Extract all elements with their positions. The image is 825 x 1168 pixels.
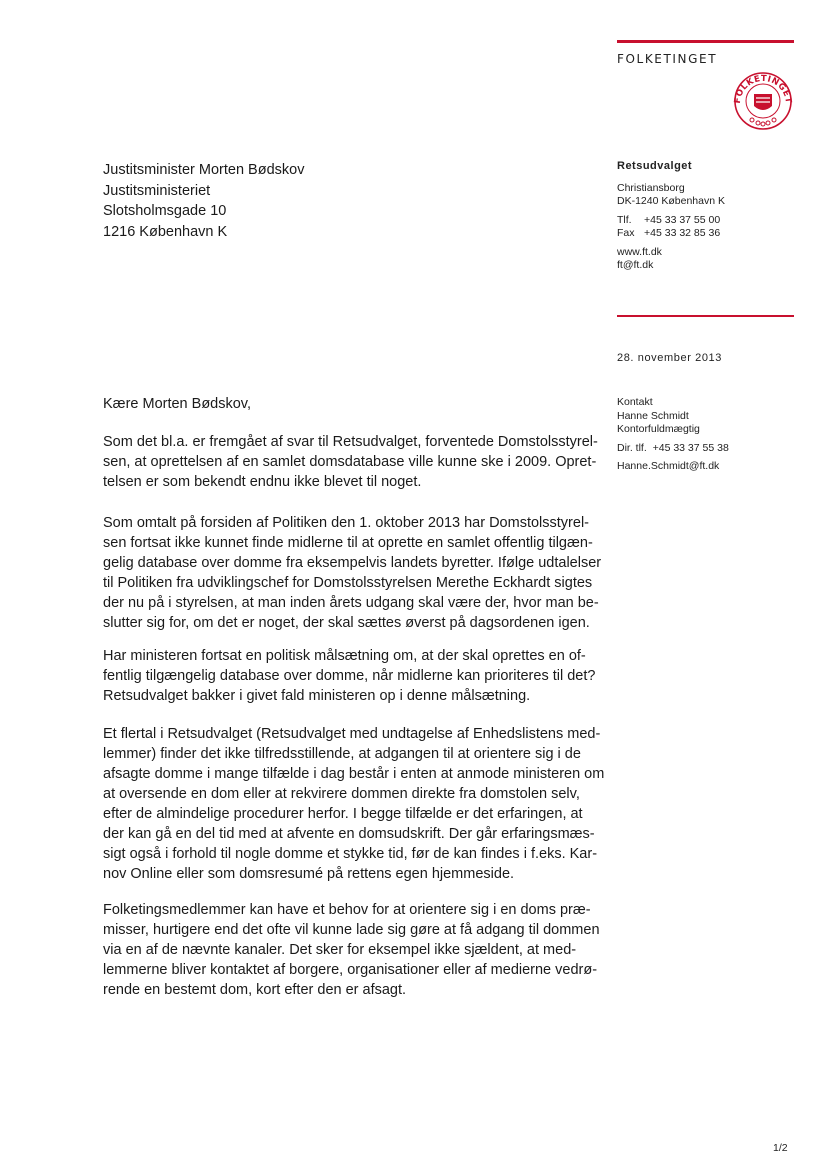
paragraph-2 — [103, 513, 603, 633]
paragraph-line: lemmer) finder det ikke tilfredsstillende, at adgangen til at orientere sig i de — [103, 746, 581, 762]
paragraph-line: via en af de nævnte kanaler. Det sker for eksempel ikke sjældent, at med- — [103, 942, 577, 958]
sender-address-line: DK-1240 København K — [617, 195, 725, 207]
paragraph-line: der nu på i styrelsen, at man inden årets udgang skal være der, hvor man be- — [103, 595, 599, 611]
paragraph-line: Som det bl.a. er fremgået af svar til Retsudvalget, forventede Domstolsstyrel- — [103, 434, 598, 450]
sender-address-line: Christiansborg — [617, 181, 685, 194]
folketinget-seal-icon — [730, 68, 796, 130]
direct-phone-number: +45 33 37 55 38 — [652, 441, 729, 454]
sender-block — [617, 160, 725, 273]
paragraph-line: gelig database over domme fra eksempelvis landets byretter. Ifølge udtalelser — [103, 555, 602, 571]
recipient-line: 1216 København K — [103, 223, 228, 240]
paragraph-3 — [103, 646, 603, 706]
sender-website: www.ft.dk — [617, 245, 662, 258]
paragraph-line: Folketingsmedlemmer kan have et behov for at orientere sig i en doms præ- — [103, 902, 591, 918]
page-number: 1/2 — [773, 1142, 788, 1154]
paragraph-line: sigt også i forhold til nogle domme et stykke tid, før de kan findes i f.eks. Kar- — [103, 846, 598, 862]
salutation: Kære Morten Bødskov, — [103, 396, 252, 412]
paragraph-1 — [103, 432, 603, 492]
header-rule — [617, 40, 794, 43]
contact-role: Kontorfuldmægtig — [617, 423, 700, 435]
recipient-line: Justitsminister Morten Bødskov — [103, 162, 305, 178]
paragraph-line: slutter sig for, om det er noget, der skal sættes øverst på dagsordenen igen. — [103, 615, 590, 631]
paragraph-line: til Politiken fra udviklingschef for Domstolsstyrelsen Merethe Eckhardt sigtes — [103, 575, 593, 591]
paragraph-line: afsagte domme i mange tilfælde i dag består i enten at anmode ministeren om — [103, 766, 605, 782]
sender-email: ft@ft.dk — [617, 259, 654, 271]
sender-divider — [617, 315, 794, 317]
direct-phone-label: Dir. tlf. — [617, 441, 647, 454]
contact-direct-phone — [617, 442, 729, 456]
fax-label: Fax — [617, 227, 635, 239]
paragraph-line: der kan gå en del tid med at afvente en domsudskrift. Der går erfaringsmæs- — [103, 826, 595, 842]
paragraph-4 — [103, 724, 603, 884]
phone-label: Tlf. — [617, 213, 632, 226]
paragraph-line: Har ministeren fortsat en politisk målsætning om, at der skal oprettes en of- — [103, 648, 586, 664]
recipient-line: Slotsholmsgade 10 — [103, 203, 227, 219]
fax-number: +45 33 32 85 36 — [644, 227, 721, 239]
paragraph-line: Som omtalt på forsiden af Politiken den 1. oktober 2013 har Domstolsstyrel- — [103, 515, 589, 531]
paragraph-line: sen fortsat ikke kunnet finde midlerne til at oprette en samlet offentlig tilgæn- — [103, 535, 593, 551]
paragraph-5 — [103, 900, 603, 1000]
contact-email: Hanne.Schmidt@ft.dk — [617, 460, 720, 472]
sender-title: Retsudvalget — [617, 160, 693, 172]
contact-name: Hanne Schmidt — [617, 409, 689, 422]
paragraph-line: nov Online eller som domsresumé på rettens egen hjemmeside. — [103, 866, 515, 882]
letter-date: 28. november 2013 — [617, 352, 722, 364]
paragraph-line: Et flertal i Retsudvalget (Retsudvalget med undtagelse af Enhedslistens med- — [103, 726, 601, 742]
contact-block — [617, 396, 729, 474]
paragraph-line: rende en bestemt dom, kort efter den er afsagt. — [103, 982, 407, 998]
paragraph-line: at oversende en dom eller at rekvirere dommen direkte fra domstolen selv, — [103, 786, 580, 802]
paragraph-line: fentlig tilgængelig database over domme, når midlerne kan prioriteres til det? — [103, 668, 596, 684]
paragraph-line: Retsudvalget bakker i givet fald ministeren op i denne målsætning. — [103, 688, 531, 704]
phone-number: +45 33 37 55 00 — [644, 213, 721, 226]
recipient-line: Justitsministeriet — [103, 182, 211, 199]
paragraph-line: telsen er som bekendt endnu ikke blevet til noget. — [103, 474, 422, 490]
brand-name: FOLKETINGET — [617, 52, 718, 66]
paragraph-line: efter de almindelige procedurer herfor. I begge tilfælde er det erfaringen, at — [103, 806, 583, 822]
paragraph-line: misser, hurtigere end det ofte vil kunne lade sig gøre at få adgang til dommen — [103, 922, 600, 938]
recipient-address — [103, 160, 304, 242]
seal-text: FOLKETINGET — [732, 73, 794, 105]
paragraph-line: sen, at oprettelsen af en samlet domsdatabase ville kunne ske i 2009. Opret- — [103, 454, 597, 470]
paragraph-line: lemmerne bliver kontaktet af borgere, organisationer eller af medierne vedrø- — [103, 962, 598, 978]
sender-fax — [617, 227, 725, 241]
sender-phone — [617, 214, 725, 228]
contact-label: Kontakt — [617, 396, 653, 408]
